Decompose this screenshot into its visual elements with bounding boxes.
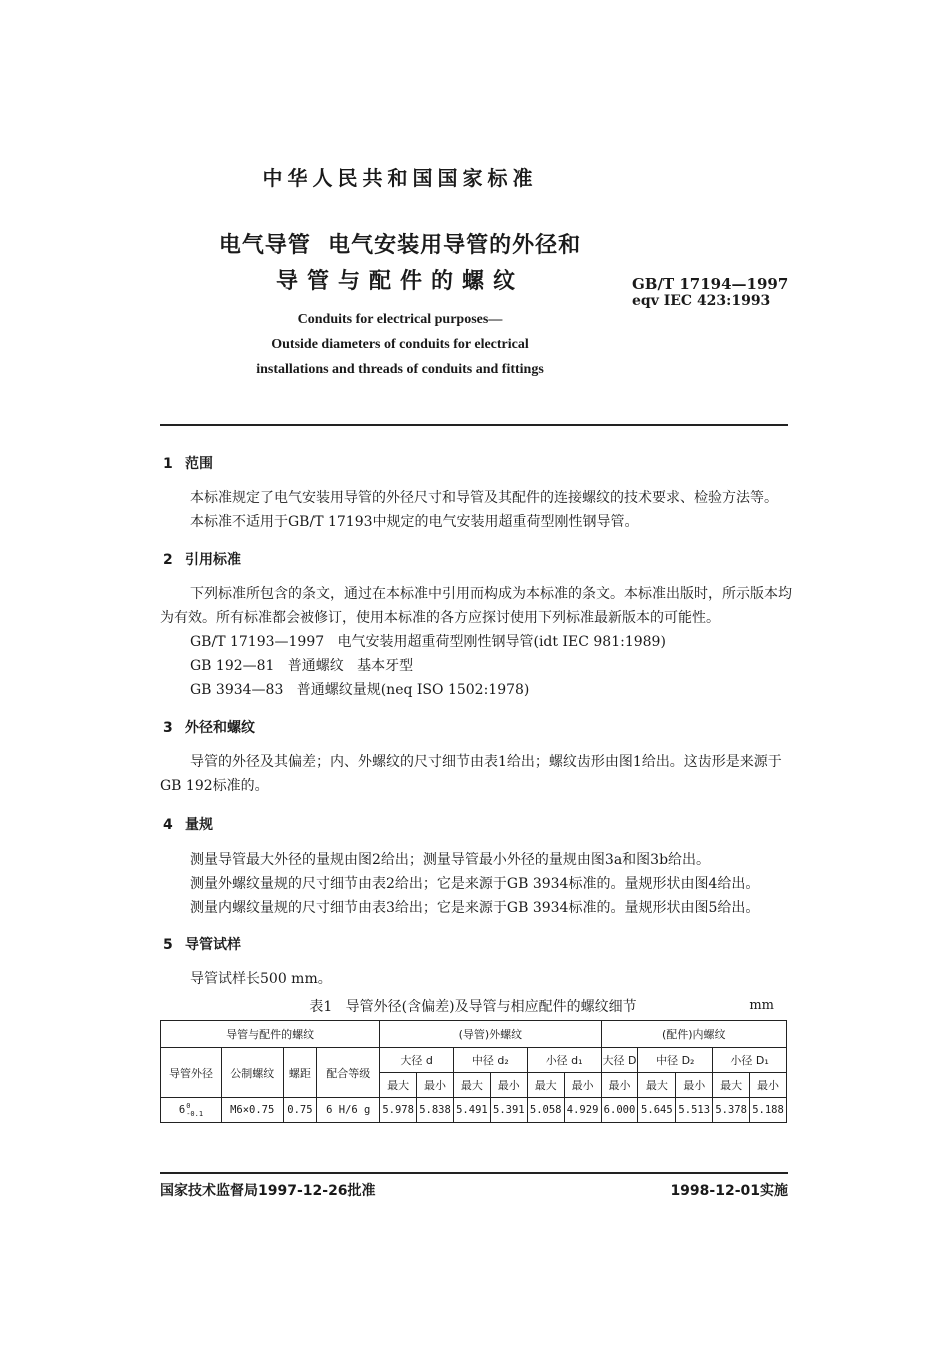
section-2-paragraph-1: 下列标准所包含的条文，通过在本标准中引用而构成为本标准的条文。本标准出版时，所示版本均为有效。所有标准都会被修订，使用本标准的各方应探讨使用下列标准最新版本的可能性。 xyxy=(160,586,792,626)
fit-class-cell: 6 H/6 g xyxy=(317,1098,380,1123)
table-header-row-2 xyxy=(161,1048,787,1073)
section-title: 导管试样 xyxy=(185,937,241,953)
implementation-date: 1998-12-01实施 xyxy=(670,1183,788,1199)
minmax-header: 最大 xyxy=(527,1073,564,1098)
value-cell: 4.929 xyxy=(564,1098,601,1123)
section-3-paragraph-1: 导管的外径及其偏差；内、外螺纹的尺寸细节由表1给出；螺纹齿形由图1给出。这齿形是来源于GB 192标准的。 xyxy=(160,754,782,794)
minmax-header: 最小 xyxy=(564,1073,601,1098)
section-1-paragraph-1: 本标准规定了电气安装用导管的外径尺寸和导管及其配件的连接螺纹的技术要求、检验方法等。 xyxy=(190,490,778,506)
value-cell: 6.000 xyxy=(601,1098,638,1123)
english-title-line1: Conduits for electrical purposes— xyxy=(297,312,503,327)
section-1-paragraph-2: 本标准不适用于GB/T 17193中规定的电气安装用超重荷型刚性钢导管。 xyxy=(190,514,639,530)
section-4-paragraph-3: 测量内螺纹量规的尺寸细节由表3给出；它是来源于GB 3934标准的。量规形状由图5给出。 xyxy=(190,900,760,916)
minmax-header: 最大 xyxy=(453,1073,490,1098)
section-3-heading xyxy=(163,717,255,737)
sub-header: 大径 d xyxy=(380,1048,454,1073)
document-title-line1: 电气导管 电气安装用导管的外径和 xyxy=(218,233,582,258)
value-cell: 5.188 xyxy=(750,1098,787,1123)
minmax-header: 最小 xyxy=(490,1073,527,1098)
table-header-row-1 xyxy=(161,1021,787,1048)
row-header: 导管外径 xyxy=(161,1048,222,1098)
minmax-header: 最大 xyxy=(638,1073,676,1098)
pitch-cell: 0.75 xyxy=(283,1098,317,1123)
minmax-header: 最小 xyxy=(417,1073,454,1098)
sub-header: 大径 D xyxy=(601,1048,638,1073)
value-cell: 5.491 xyxy=(453,1098,490,1123)
section-2-heading xyxy=(163,549,241,569)
outer-diameter: 6 xyxy=(178,1104,186,1116)
group-header: (导管)外螺纹 xyxy=(380,1021,601,1048)
table-caption: 表1 导管外径(含偏差)及导管与相应配件的螺纹细节 xyxy=(309,999,637,1015)
value-cell: 5.378 xyxy=(713,1098,750,1123)
value-cell: 5.838 xyxy=(417,1098,454,1123)
reference-3: GB 3934—83 普通螺纹量规(neq ISO 1502:1978) xyxy=(190,682,530,698)
group-header: 导管与配件的螺纹 xyxy=(161,1021,380,1048)
section-number: 2 xyxy=(163,552,173,568)
minmax-header: 最小 xyxy=(601,1073,638,1098)
footer-divider xyxy=(160,1172,788,1174)
table-row xyxy=(161,1098,787,1123)
section-4-heading xyxy=(163,814,213,834)
thread-spec-table xyxy=(160,1020,787,1123)
reference-1: GB/T 17193—1997 电气安装用超重荷型刚性钢导管(idt IEC 981:1989) xyxy=(190,634,666,650)
row-header: 螺距 xyxy=(283,1048,317,1098)
section-title: 引用标准 xyxy=(185,552,241,568)
minmax-header: 最小 xyxy=(676,1073,713,1098)
section-5-paragraph-1: 导管试样长500 mm。 xyxy=(190,971,332,987)
reference-2: GB 192—81 普通螺纹 基本牙型 xyxy=(190,658,414,674)
sub-header: 小径 d₁ xyxy=(527,1048,601,1073)
document-title-line2: 导管与配件的螺纹 xyxy=(275,269,524,294)
tolerance-upper: 0 xyxy=(186,1102,191,1110)
table-unit: mm xyxy=(749,998,774,1013)
section-1-heading xyxy=(163,453,213,473)
sub-header: 中径 d₂ xyxy=(453,1048,527,1073)
outer-diameter-cell xyxy=(161,1098,222,1123)
tolerance-lower: -0.1 xyxy=(186,1110,204,1118)
standard-code: GB/T 17194—1997 xyxy=(632,275,789,293)
section-4-paragraph-2: 测量外螺纹量规的尺寸细节由表2给出；它是来源于GB 3934标准的。量规形状由图4给出。 xyxy=(190,876,760,892)
section-4-paragraph-1: 测量导管最大外径的量规由图2给出；测量导管最小外径的量规由图3a和图3b给出。 xyxy=(190,852,711,868)
header-divider xyxy=(160,424,788,426)
value-cell: 5.513 xyxy=(676,1098,713,1123)
section-title: 外径和螺纹 xyxy=(185,720,255,736)
section-title: 范围 xyxy=(185,456,213,472)
english-title-line3: installations and threads of conduits and fittings xyxy=(256,362,544,377)
value-cell: 5.978 xyxy=(380,1098,417,1123)
section-number: 4 xyxy=(163,817,173,833)
minmax-header: 最小 xyxy=(750,1073,787,1098)
row-header: 配合等级 xyxy=(317,1048,380,1098)
minmax-header: 最大 xyxy=(380,1073,417,1098)
section-5-heading xyxy=(163,934,241,954)
section-number: 5 xyxy=(163,937,173,953)
value-cell: 5.391 xyxy=(490,1098,527,1123)
row-header: 公制螺纹 xyxy=(221,1048,283,1098)
section-number: 1 xyxy=(163,456,173,472)
value-cell: 5.058 xyxy=(527,1098,564,1123)
group-header: (配件)内螺纹 xyxy=(601,1021,786,1048)
sub-header: 小径 D₁ xyxy=(713,1048,787,1073)
thread-cell: M6×0.75 xyxy=(221,1098,283,1123)
section-title: 量规 xyxy=(185,817,213,833)
approval-line: 国家技术监督局1997-12-26批准 xyxy=(160,1183,376,1199)
section-number: 3 xyxy=(163,720,173,736)
sub-header: 中径 D₂ xyxy=(638,1048,713,1073)
national-standard-heading: 中华人民共和国国家标准 xyxy=(262,166,538,190)
value-cell: 5.645 xyxy=(638,1098,676,1123)
english-title-line2: Outside diameters of conduits for electrical xyxy=(271,337,529,352)
equivalent-standard: eqv IEC 423:1993 xyxy=(632,293,771,309)
minmax-header: 最大 xyxy=(713,1073,750,1098)
